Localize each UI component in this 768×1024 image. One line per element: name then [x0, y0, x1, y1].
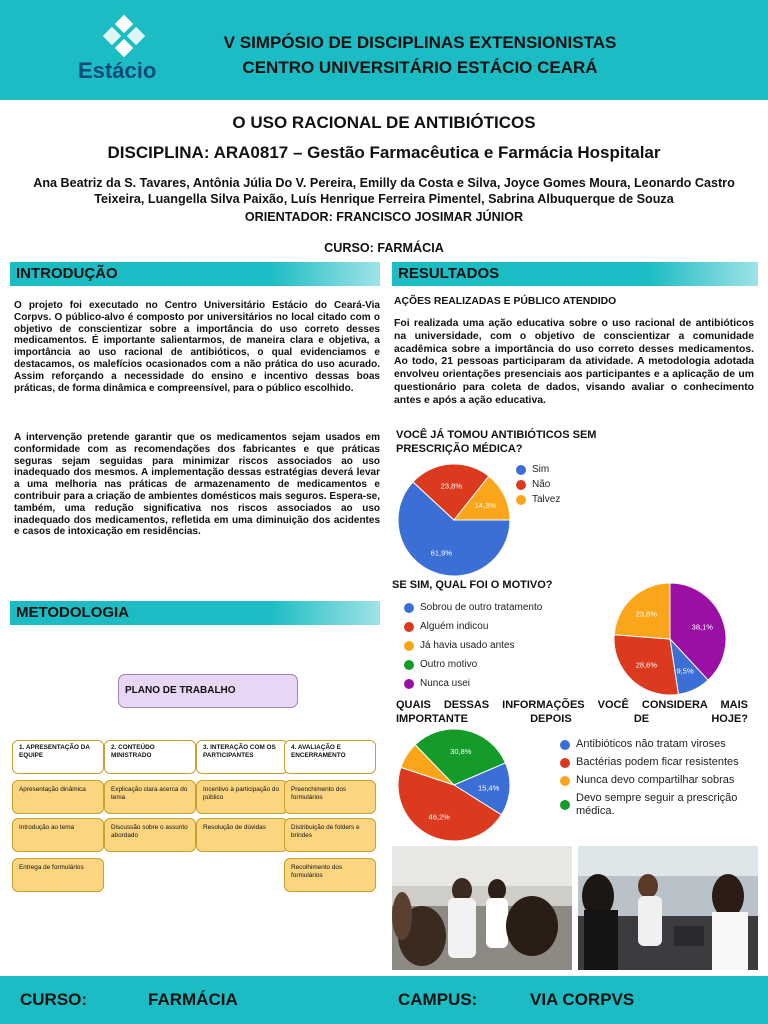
chart3-title: QUAIS DESSAS INFORMAÇÕES VOCÊ CONSIDERA MAIS IMPORTANTE DEPOIS DE HOJE?	[396, 699, 748, 725]
legend-swatch	[516, 480, 526, 490]
event-photo-2	[578, 846, 758, 970]
footer-campus-value: VIA CORPVS	[530, 990, 635, 1009]
footer-course-value: FARMÁCIA	[148, 990, 238, 1009]
step-3-item: Incentivo à participação do público	[196, 780, 288, 814]
intro-heading: INTRODUÇÃO	[10, 262, 380, 286]
legend-swatch	[404, 641, 414, 651]
step-1-item: Introdução ao tema	[12, 818, 104, 852]
pie-data-label: 9,5%	[676, 666, 694, 676]
legend-label: Outro motivo	[420, 659, 478, 670]
intro-paragraph-1: O projeto foi executado no Centro Universitário Estácio do Ceará-Via Corpvs. O público-alvo é composto por universitários no local citado com o objetivo de conscientizar sobre a importância do uso correto desses medicamentos. É importante salientarmos, de maneira clara e objetiva, a importância ao uso racional de antibióticos, o qual evidenciamos e destacamos, os malefícios ocasionados com a não prática do uso acurado. Assim reforçando a necessidade do ensino e incentivo dessas boas práticas, de forma dinâmica e compreensível, para o público escolhido.	[14, 300, 380, 394]
step-3: 3. INTERAÇÃO COM OS PARTICIPANTES	[196, 740, 288, 774]
legend-item	[516, 494, 716, 505]
pie-data-label: 23,8%	[440, 481, 463, 491]
legend-swatch	[516, 495, 526, 505]
legend-item	[404, 678, 604, 689]
footer-bar	[0, 976, 768, 1024]
chart1-legend	[516, 464, 616, 514]
logo-wordmark: Estácio	[78, 58, 157, 83]
legend-swatch	[404, 679, 414, 689]
legend-item	[404, 640, 604, 651]
discipline-title: DISCIPLINA: ARA0817 – Gestão Farmacêutica e Farmácia Hospitalar	[107, 143, 661, 162]
pie-data-label: 28,6%	[635, 660, 658, 670]
legend-label: Nunca usei	[420, 678, 471, 689]
chart2-pie	[608, 580, 732, 698]
authors-line2: Teixeira, Luangella Silva Paixão, Luís Henrique Ferreira Pimentel, Sabrina Albuquerque de Souza	[94, 192, 674, 206]
legend-swatch	[560, 740, 570, 750]
legend-swatch	[516, 465, 526, 475]
step-1-item: Apresentação dinâmica	[12, 780, 104, 814]
legend-swatch	[404, 660, 414, 670]
legend-swatch	[404, 603, 414, 613]
legend-item	[404, 621, 604, 632]
chart1-title: VOCÊ JÁ TOMOU ANTIBIÓTICOS SEM PRESCRIÇÃO MÉDICA?	[396, 429, 597, 455]
legend-item	[560, 792, 760, 818]
step-4: 4. AVALIAÇÃO E ENCERRAMENTO	[284, 740, 376, 774]
legend-label: Alguém indicou	[420, 621, 489, 632]
pie-data-label: 30,8%	[450, 746, 472, 756]
legend-item	[404, 659, 604, 670]
footer-campus-label: CAMPUS:	[398, 990, 478, 1009]
chart2-legend	[404, 602, 604, 698]
chart1-pie	[392, 462, 516, 578]
header-banner	[0, 0, 768, 100]
step-2-item: Explicação clara acerca do tema	[104, 780, 196, 814]
poster-title: O USO RACIONAL DE ANTIBIÓTICOS	[232, 113, 536, 132]
authors	[8, 175, 760, 207]
footer-course-label: CURSO:	[20, 990, 88, 1009]
chart3-legend	[560, 738, 760, 828]
legend-label: Nunca devo compartilhar sobras	[576, 774, 735, 786]
step-4-item: Distribuição de folders e brindes	[284, 818, 376, 852]
results-heading: RESULTADOS	[392, 262, 758, 286]
legend-label: Bactérias podem ficar resistentes	[576, 756, 739, 768]
legend-item	[560, 756, 760, 769]
legend-label: Não	[532, 479, 551, 490]
legend-item	[516, 479, 716, 490]
legend-label: Já havia usado antes	[420, 640, 515, 651]
pie-data-label: 14,3%	[474, 500, 496, 510]
step-1: 1. APRESENTAÇÃO DA EQUIPE	[12, 740, 104, 774]
legend-label: Talvez	[532, 494, 561, 505]
step-2: 2. CONTEÚDO MINISTRADO	[104, 740, 196, 774]
step-2-item: Discussão sobre o assunto abordado	[104, 818, 196, 852]
event-title-line1: V SIMPÓSIO DE DISCIPLINAS EXTENSIONISTAS	[223, 33, 617, 52]
step-1-item: Entrega de formulários	[12, 858, 104, 892]
legend-swatch	[560, 776, 570, 786]
pie-data-label: 38,1%	[691, 622, 713, 632]
legend-item	[560, 774, 760, 787]
results-subheading: AÇÕES REALIZADAS E PÚBLICO ATENDIDO	[394, 296, 617, 307]
legend-item	[404, 602, 604, 613]
legend-label: Antibióticos não tratam viroses	[576, 738, 726, 750]
work-plan-box: PLANO DE TRABALHO	[118, 674, 298, 708]
legend-swatch	[560, 758, 570, 768]
legend-swatch	[560, 800, 570, 810]
pie-data-label: 61,9%	[430, 548, 452, 558]
step-3-item: Resolução de dúvidas	[196, 818, 288, 852]
results-text: Foi realizada uma ação educativa sobre o uso racional de antibióticos na universidade, com o objetivo de conscientizar a comunidade acadêmica sobre a importância do uso correto desses medicamentos. Ao todo, 21 pessoas participaram da atividade. A metodologia adotada envolveu orientações presenciais aos participantes e a aplicação de um questionário para coleta de dados, visando avaliar o conhecimento antes e após a ação educativa.	[394, 318, 754, 406]
event-photo-1	[392, 846, 572, 970]
intro-paragraph-2: A intervenção pretende garantir que os medicamentos sejam usados em conformidade com as recomendações dos fabricantes e que práticas seguras sejam seguidas para minimizar riscos associados ao uso inadequado dos mesmos. A implementação dessas estratégias deverá levar a uma melhoria nas práticas de armazenamento de medicamentos e contribuir para a criação de ambientes domésticos mais seguros. Espera-se, também, uma redução significativa nos riscos associados ao uso inadequado dos medicamentos, refletida em uma diminuição dos acidentes e casos de intoxicação em residências.	[14, 432, 380, 538]
advisor: ORIENTADOR: FRANCISCO JOSIMAR JÚNIOR	[244, 210, 524, 224]
legend-swatch	[404, 622, 414, 632]
legend-item	[516, 464, 716, 475]
pie-data-label: 23,8%	[635, 609, 658, 619]
step-4-item: Preenchimento dos formulários	[284, 780, 376, 814]
chart3-pie	[392, 728, 516, 842]
event-title	[180, 30, 660, 80]
event-title-line2: CENTRO UNIVERSITÁRIO ESTÁCIO CEARÁ	[242, 58, 598, 77]
legend-item	[560, 738, 760, 751]
pie-data-label: 15,4%	[477, 783, 500, 793]
chart2-title: SE SIM, QUAL FOI O MOTIVO?	[392, 579, 553, 591]
method-heading: METODOLOGIA	[10, 601, 380, 625]
pie-data-label: 46,2%	[428, 812, 450, 822]
legend-label: Sobrou de outro tratamento	[420, 602, 543, 613]
course-line: CURSO: FARMÁCIA	[324, 241, 444, 255]
authors-line1: Ana Beatriz da S. Tavares, Antônia Júlia Do V. Pereira, Emilly da Costa e Silva, Joyce Gomes Moura, Leonardo Castro	[33, 176, 735, 190]
legend-label: Devo sempre seguir a prescrição médica.	[576, 792, 738, 817]
step-4-item: Recolhimento dos formulários	[284, 858, 376, 892]
legend-label: Sim	[532, 464, 550, 475]
